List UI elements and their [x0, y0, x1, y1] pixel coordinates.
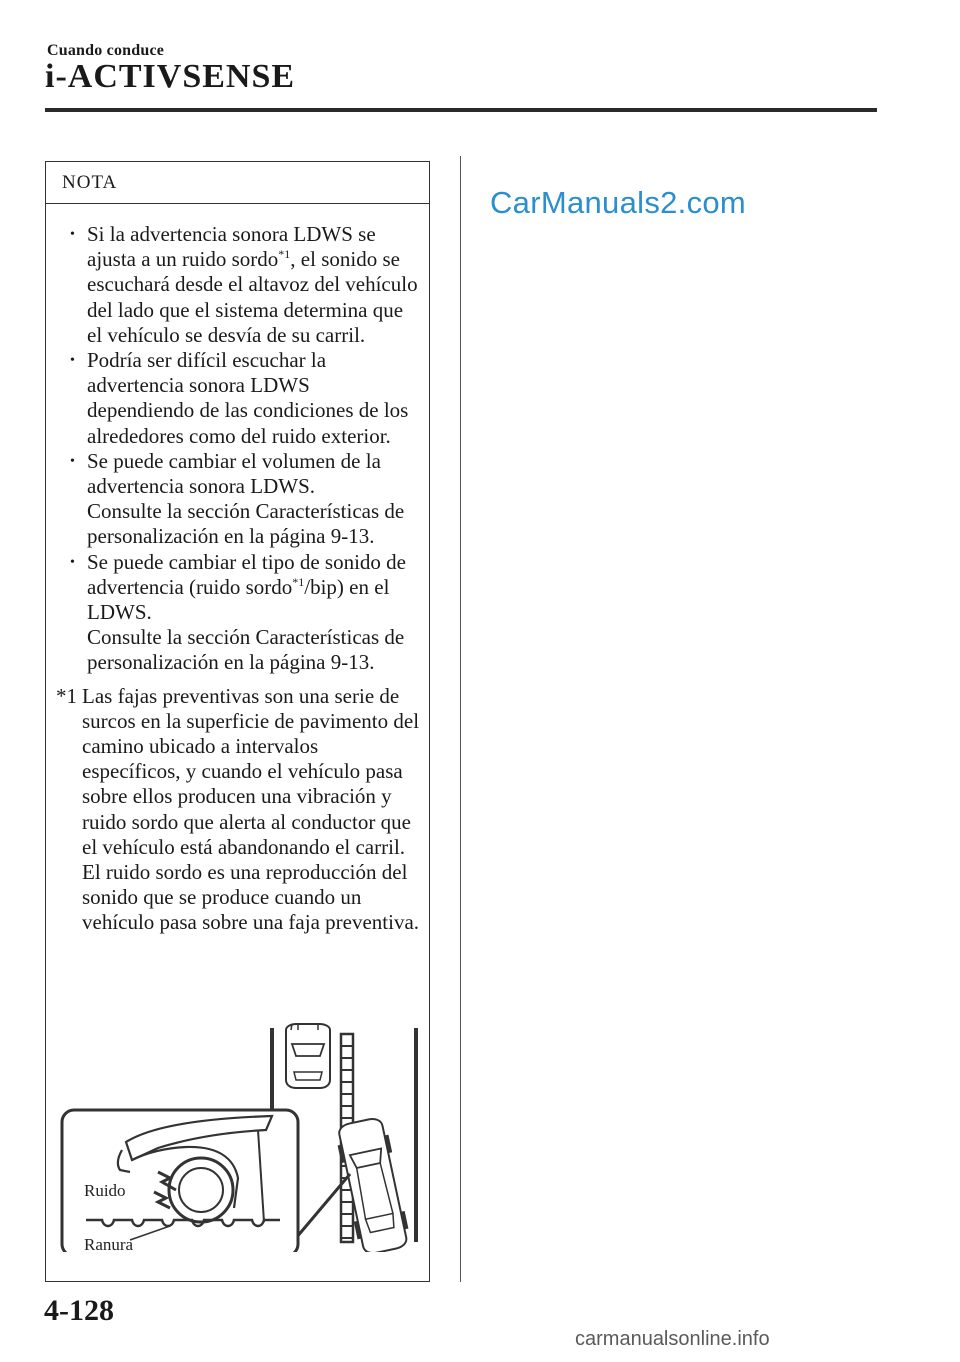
note-item: • Se puede cambiar el tipo de sonido de advertencia (ruido sordo$^{*1}$/bip) en el LDWS. Consulte la sección Características de personalización en la página 9-13.	[70, 550, 421, 676]
watermark-logo[interactable]: CarManuals2.com	[490, 185, 747, 220]
footer-site[interactable]: carmanualsonline.info	[575, 1328, 770, 1350]
note-heading: NOTA	[46, 162, 429, 204]
note-item: • Se puede cambiar el volumen de la advertencia sonora LDWS. Consulte la sección Características de personalización en la página 9-13.	[70, 449, 421, 550]
footnote	[56, 684, 421, 936]
rumble-strip-illustration	[58, 1022, 423, 1252]
footnote-marker: *1	[56, 683, 77, 708]
label-noise: Ruido	[84, 1181, 126, 1200]
column-divider	[460, 156, 461, 1282]
car-top-view	[286, 1024, 330, 1088]
section-title: i-ACTIVSENSE	[45, 58, 296, 95]
car-drifting	[334, 1116, 412, 1252]
note-list	[46, 204, 429, 676]
page-number: 4-128	[44, 1294, 114, 1327]
footnote-text: Las fajas preventivas son una serie de surcos en la superficie de pavimento del camino ubicado a intervalos específicos, y cuando el vehículo pasa sobre ellos producen una vibración y ruido sordo que alerta al conductor que el vehículo está abandonando el carril. El ruido sordo es una reproducción del sonido que se produce cuando un vehículo pasa sobre una faja preventiva.	[82, 683, 420, 935]
section-kicker: Cuando conduce	[47, 42, 165, 59]
page-reference: Consulte la sección Características de personalización en la página 9-13.	[87, 499, 405, 549]
label-groove: Ranura	[84, 1235, 134, 1252]
header-rule	[45, 108, 877, 112]
note-item: • Podría ser difícil escuchar la advertencia sonora LDWS dependiendo de las condiciones de los alrededores como del ruido exterior.	[70, 348, 421, 449]
page-reference: Consulte la sección Características de personalización en la página 9-13.	[87, 625, 405, 675]
note-item: • Si la advertencia sonora LDWS se ajusta a un ruido sordo$^{*1}$, el sonido se escuchará desde el altavoz del vehículo del lado que el sistema determina que el vehículo se desvía de su carril.	[70, 222, 421, 348]
